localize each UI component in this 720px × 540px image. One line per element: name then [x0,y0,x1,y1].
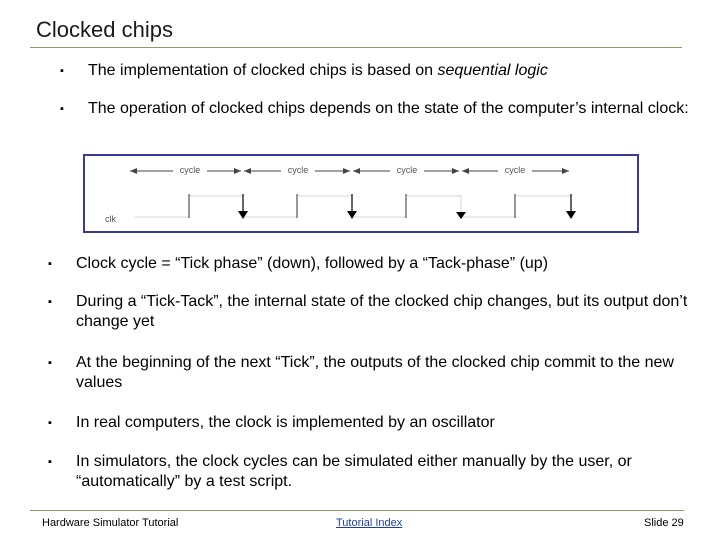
cycle-label: cycle [287,165,309,175]
tick-arrows [243,194,571,212]
down-arrow-icon [347,211,357,219]
bullet-text-italic: sequential logic [437,62,548,79]
down-arrow-icon [566,211,576,219]
bullet-internal-clock [60,99,708,119]
footer-divider [30,510,684,511]
bullet-tick-tack [48,292,716,332]
tutorial-index-link[interactable]: Tutorial Index [336,517,403,529]
bullet-text [88,61,708,81]
cycle-label: cycle [179,165,201,175]
cycle-label: cycle [504,165,526,175]
bullet-text: Clock cycle = “Tick phase” (down), followed by a “Tack-phase” (up) [76,255,549,272]
bullet-text: During a “Tick-Tack”, the internal state of the clocked chip changes, but its output don’t change yet [76,293,688,330]
bullet-marker: ▪ [48,296,52,308]
bullet-oscillator [48,413,716,433]
bullet-text: The operation of clocked chips depends on the state of the computer’s internal clock: [88,100,689,117]
bullet-clock-cycle [48,254,716,274]
down-arrow-icon [238,211,248,219]
bullet-marker: ▪ [48,456,52,468]
bullet-marker: ▪ [60,65,64,77]
slide-title: Clocked chips [36,17,173,42]
title-divider [30,47,682,48]
bullet-marker: ▪ [48,357,52,369]
bullet-marker: ▪ [60,103,64,115]
bullet-simulators [48,452,716,492]
bullet-next-tick [48,353,716,393]
slide-number: Slide 29 [644,517,684,529]
bullet-marker: ▪ [48,417,52,429]
clk-label: clk [105,214,116,224]
bullet-text-plain: The implementation of clocked chips is based on [88,62,438,79]
cycle-label: cycle [396,165,418,175]
clock-diagram [83,154,639,233]
bullet-text: At the beginning of the next “Tick”, the outputs of the clocked chip commit to the new values [76,354,674,391]
bullet-marker: ▪ [48,258,52,270]
bullet-text: In simulators, the clock cycles can be simulated either manually by the user, or “automatically” by a test script. [76,453,632,490]
bullet-text: In real computers, the clock is implemented by an oscillator [76,414,495,431]
footer-course-title: Hardware Simulator Tutorial [42,517,179,529]
down-arrow-icon [456,212,466,219]
clock-diagram-svg [85,156,637,231]
bullet-sequential-logic [60,61,708,81]
